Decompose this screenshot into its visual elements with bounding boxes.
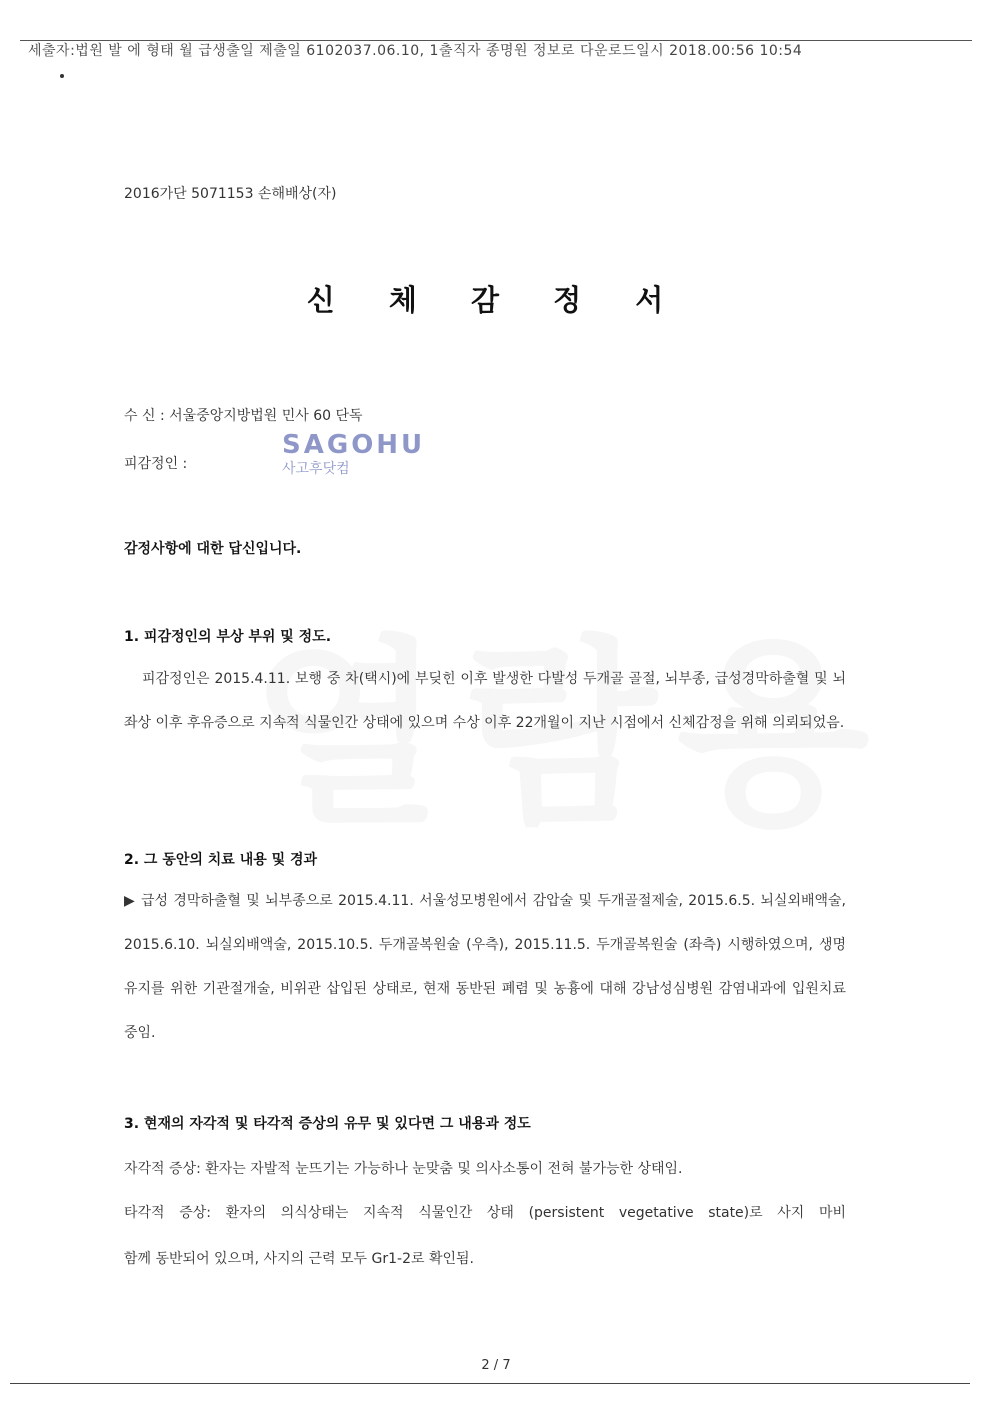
footer-rule [10,1383,970,1384]
examinee-label: 피감정인 : [124,456,188,472]
section-1-paragraph: 피감정인은 2015.4.11. 보행 중 차(택시)에 부딪힌 이후 발생한 다발성 두개골 골절, 뇌부종, 급성경막하출혈 및 뇌좌상 이후 후유증으로 지속적 식물인간 상태에 있으며 수상 이후 22개월이 지난 시점에서 신체감정을 위해 의뢰되었음. [124,671,846,731]
page-number: 2 / 7 [481,1358,511,1373]
section-3-heading: 3. 현재의 자각적 및 타각적 증상의 유무 및 있다면 그 내용과 정도 [124,1116,531,1132]
recipient-label: 수 신 : [124,408,170,424]
objective-symptoms-line-1: 타각적 증상: 환자의 의식상태는 지속적 식물인간 상태 (persistent vegetative state)로 사지 마비 [124,1205,846,1221]
scan-speck [60,74,64,78]
objective-symptoms-line-2: 함께 동반되어 있으며, 사지의 근력 모두 Gr1-2로 확인됨. [124,1251,475,1267]
recipient-value: 서울중앙지방법원 민사 60 단독 [169,408,363,424]
case-number: 2016가단 5071153 손해배상(자) [124,186,337,202]
document-title: 신 체 감 정 서 [306,283,686,317]
stamp-text: 사고후닷컴 [282,461,350,477]
intro-text: 감정사항에 대한 답신입니다. [124,541,302,557]
stamp-logo: SAGOHU [282,430,426,460]
redaction-stamp [282,430,425,478]
section-2-heading: 2. 그 동안의 치료 내용 및 경과 [124,852,318,868]
section-2-paragraph: ▶ 급성 경막하출혈 및 뇌부종으로 2015.4.11. 서울성모병원에서 감압술 및 두개골절제술, 2015.6.5. 뇌실외배액술, 2015.6.10. 뇌실외배액술, 2015.10.5. 두개골복원술 (우측), 2015.11.5. 두개골복원술 (좌측) 시행하였으며, 생명 유지를 위한 기관절개술, 비위관 삽입된 상태로, 현재 동반된 폐렴 및 농흉에 대해 강남성심병원 감염내과에 입원치료 중임. [124,893,846,1041]
section-1-heading: 1. 피감정인의 부상 부위 및 정도. [124,629,332,645]
recipient-row [124,405,363,425]
fax-header-text: 세출자:법원 발 에 형태 월 급생출일 제출일 6102037.06.10, 1출직자 종명원 정보로 다운로드일시 2018.00:56 10:54 [28,43,803,59]
subjective-symptoms: 자각적 증상: 환자는 자발적 눈뜨기는 가능하나 눈맞춤 및 의사소통이 전혀 불가능한 상태임. [124,1161,683,1177]
